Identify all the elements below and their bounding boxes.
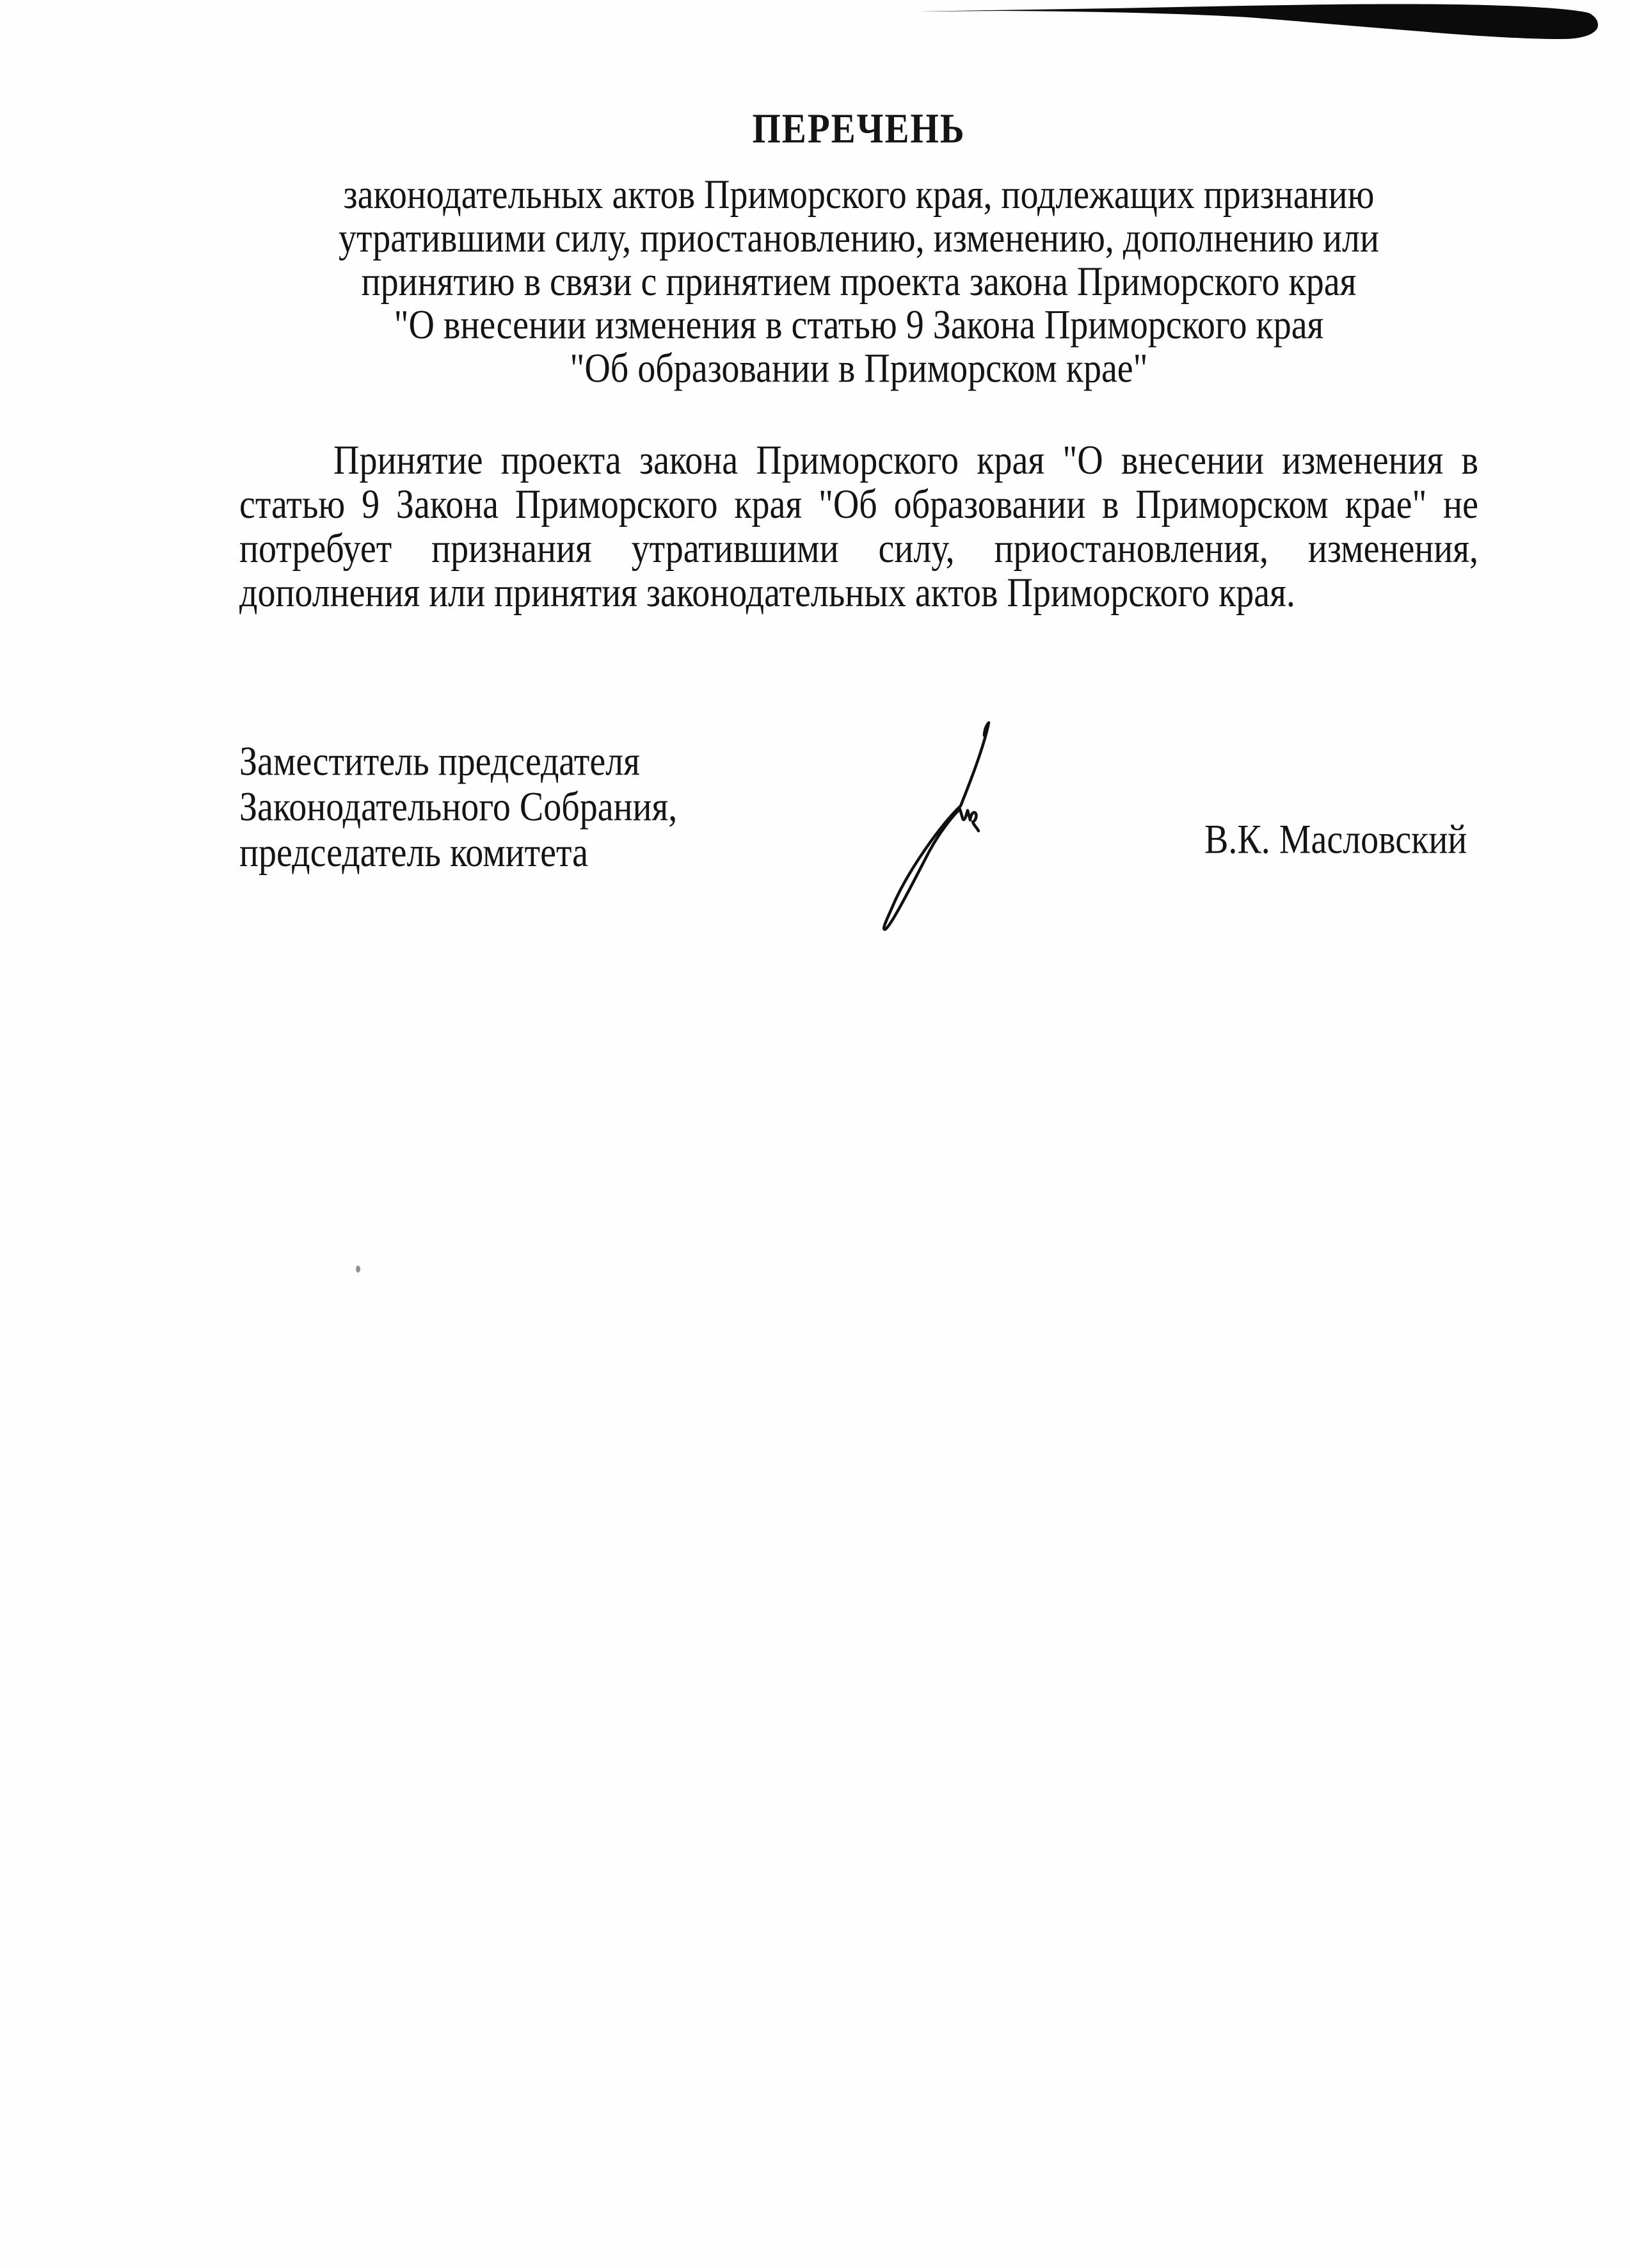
- subtitle-line: принятию в связи с принятием проекта закона Приморского края: [361, 259, 1357, 305]
- subtitle-line: законодательных актов Приморского края, подлежащих признанию: [343, 172, 1375, 218]
- subtitle-line: "Об образовании в Приморском крае": [570, 346, 1148, 392]
- signatory-position-line: Заместитель председателя: [239, 739, 640, 785]
- document-title: ПЕРЕЧЕНЬ: [752, 106, 966, 152]
- scan-speck-artifact: [356, 1266, 360, 1273]
- subtitle-line: "О внесении изменения в статью 9 Закона Приморского края: [394, 302, 1324, 348]
- body-line: дополнения или принятия законодательных актов Приморского края.: [239, 570, 1295, 616]
- subtitle-line: утратившими силу, приостановлению, изменению, дополнению или: [339, 215, 1379, 261]
- body-line: потребует признания утратившими силу, приостановления, изменения,: [239, 526, 1478, 572]
- signatory-position-line: Законодательного Собрания,: [239, 784, 678, 830]
- body-line: статью 9 Закона Приморского края "Об образовании в Приморском крае" не: [239, 481, 1478, 528]
- scan-smear-artifact: [0, 0, 1630, 51]
- handwritten-signature: [819, 704, 1030, 960]
- signatory-position-line: председатель комитета: [239, 830, 588, 876]
- signatory-position: [239, 739, 790, 876]
- signatory-name: В.К. Масловский: [1204, 817, 1467, 863]
- document-subtitle: [239, 173, 1478, 390]
- body-line: Принятие проекта закона Приморского края "О внесении изменения в: [333, 437, 1478, 484]
- body-paragraph: [239, 438, 1478, 615]
